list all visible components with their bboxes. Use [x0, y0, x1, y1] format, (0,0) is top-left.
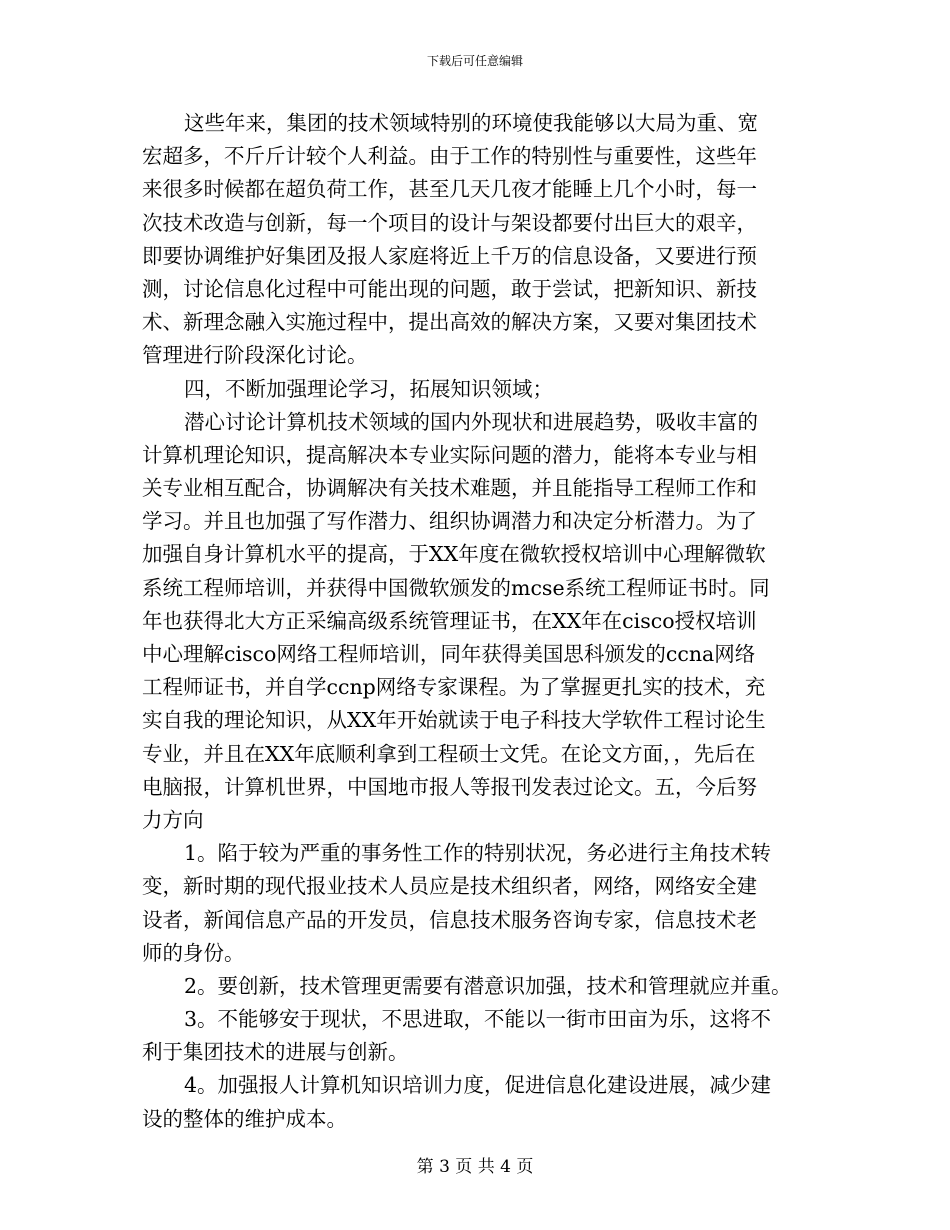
text-line: 学习。并且也加强了写作潜力、组织协调潜力和决定分析潜力。为了 [142, 509, 757, 534]
text-line: 实自我的理论知识，从XX年开始就读于电子科技大学软件工程讨论生 [142, 708, 766, 733]
page-header: 下载后可任意编辑 [426, 54, 523, 68]
text-line: 电脑报，计算机世界，中国地市报人等报刊发表过论文。五，今后努 [142, 774, 757, 799]
text-line: 宏超多，不斤斤计较个人利益。由于工作的特别性与重要性，这些年 [142, 144, 757, 169]
text-line: 3。不能够安于现状，不思进取，不能以一街市田亩为乐，这将不 [184, 1007, 772, 1032]
text-line: 四，不断加强理论学习，拓展知识领域； [184, 376, 553, 401]
text-line: 加强自身计算机水平的提高，于XX年度在微软授权培训中心理解微软 [142, 542, 766, 567]
text-line: 这些年来，集团的技术领域特别的环境使我能够以大局为重、宽 [184, 111, 758, 135]
text-line: 年也获得北大方正采编高级系统管理证书，在XX年在cisco授权培训 [142, 608, 757, 633]
text-line: 专业，并且在XX年底顺利拿到工程硕士文凭。在论文方面，，先后在 [142, 741, 756, 766]
text-line: 系统工程师培训，并获得中国微软颁发的mcse系统工程师证书时。同 [142, 575, 770, 600]
text-line: 利于集团技术的进展与创新。 [142, 1040, 409, 1065]
text-line: 工程师证书，并自学ccnp网络专家课程。为了掌握更扎实的技术，充 [142, 675, 766, 700]
text-line: 测，讨论信息化过程中可能出现的问题，敢于尝试，把新知识、新技 [142, 276, 757, 301]
text-line: 术、新理念融入实施过程中，提出高效的解决方案，又要对集团技术 [142, 310, 757, 335]
text-line: 4。加强报人计算机知识培训力度，促进信息化建设进展，减少建 [184, 1073, 772, 1098]
text-line: 次技术改造与创新，每一个项目的设计与架设都要付出巨大的艰辛， [142, 210, 757, 235]
text-line: 管理进行阶段深化讨论。 [142, 343, 368, 368]
text-line: 潜心讨论计算机技术领域的国内外现状和进展趋势，吸收丰富的 [184, 409, 758, 434]
document-body [142, 107, 814, 1136]
text-line: 2。要创新，技术管理更需要有潜意识加强，技术和管理就应并重。 [184, 973, 792, 998]
text-line: 设者，新闻信息产品的开发员，信息技术服务咨询专家，信息技术老 [142, 907, 757, 932]
text-line: 变，新时期的现代报业技术人员应是技术组织者，网络，网络安全建 [142, 874, 757, 899]
text-line: 1。陷于较为严重的事务性工作的特别状况，务必进行主角技术转 [184, 841, 772, 866]
text-line: 力方向 [142, 807, 204, 832]
text-line: 关专业相互配合，协调解决有关技术难题，并且能指导工程师工作和 [142, 476, 757, 501]
text-line: 即要协调维护好集团及报人家庭将近上千万的信息设备，又要进行预 [142, 243, 757, 268]
text-line: 来很多时候都在超负荷工作，甚至几天几夜才能睡上几个小时，每一 [142, 177, 757, 202]
text-line: 师的身份。 [142, 940, 245, 965]
text-line: 设的整体的维护成本。 [142, 1106, 347, 1131]
page-footer: 第 3 页 共 4 页 [416, 1157, 534, 1177]
text-line: 计算机理论知识，提高解决本专业实际问题的潜力，能将本专业与相 [142, 442, 757, 467]
text-line: 中心理解cisco网络工程师培训，同年获得美国思科颁发的ccna网络 [142, 642, 756, 666]
